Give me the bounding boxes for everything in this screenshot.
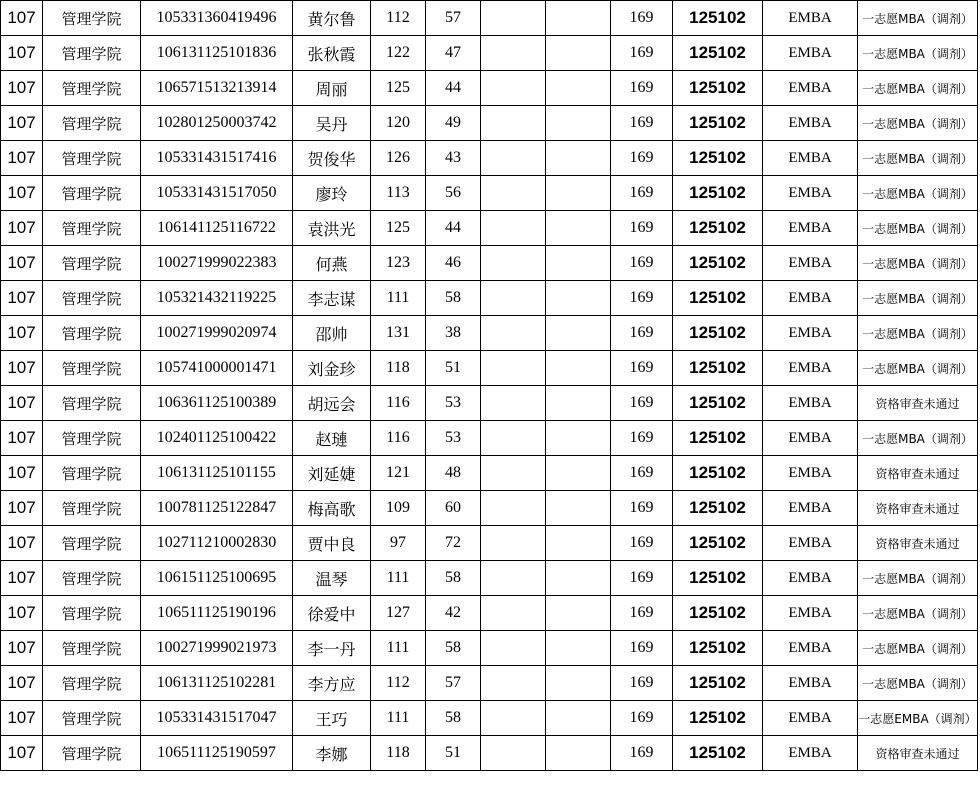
cell-candidate-id: 106571513213914: [141, 71, 293, 106]
cell-college-code: 107: [1, 631, 43, 666]
table-row: [1, 351, 978, 386]
cell-remark: 一志愿MBA（调剂）: [858, 211, 978, 246]
cell-candidate-id: 106131125101155: [141, 456, 293, 491]
cell-total-score: 169: [611, 596, 673, 631]
cell-candidate-name: 徐爱中: [293, 596, 371, 631]
table-row: [1, 246, 978, 281]
cell-college-name: 管理学院: [43, 561, 141, 596]
cell-total-score: 169: [611, 106, 673, 141]
cell-score-1: 125: [371, 211, 426, 246]
cell-remark: 一志愿MBA（调剂）: [858, 421, 978, 456]
cell-total-score: 169: [611, 561, 673, 596]
cell-score-4: [546, 1, 611, 36]
cell-remark: 一志愿MBA（调剂）: [858, 106, 978, 141]
cell-candidate-id: 100271999022383: [141, 246, 293, 281]
cell-major-code: 125102: [673, 596, 763, 631]
cell-total-score: 169: [611, 141, 673, 176]
cell-total-score: 169: [611, 71, 673, 106]
cell-remark: 资格审查未通过: [858, 491, 978, 526]
cell-candidate-name: 贾中良: [293, 526, 371, 561]
cell-score-2: 49: [426, 106, 481, 141]
cell-score-3: [481, 631, 546, 666]
cell-remark: 一志愿MBA（调剂）: [858, 666, 978, 701]
cell-remark: 一志愿MBA（调剂）: [858, 1, 978, 36]
cell-program-type: EMBA: [763, 526, 858, 561]
cell-total-score: 169: [611, 491, 673, 526]
cell-score-4: [546, 631, 611, 666]
cell-college-name: 管理学院: [43, 106, 141, 141]
cell-score-2: 57: [426, 666, 481, 701]
cell-college-name: 管理学院: [43, 36, 141, 71]
cell-remark: 一志愿MBA（调剂）: [858, 596, 978, 631]
cell-score-2: 58: [426, 281, 481, 316]
cell-college-code: 107: [1, 386, 43, 421]
cell-score-3: [481, 1, 546, 36]
cell-score-3: [481, 666, 546, 701]
cell-remark: 一志愿MBA（调剂）: [858, 316, 978, 351]
cell-program-type: EMBA: [763, 36, 858, 71]
cell-score-1: 118: [371, 736, 426, 771]
cell-college-name: 管理学院: [43, 596, 141, 631]
cell-remark: 一志愿EMBA（调剂）: [858, 701, 978, 736]
cell-candidate-id: 100271999021973: [141, 631, 293, 666]
cell-major-code: 125102: [673, 351, 763, 386]
cell-total-score: 169: [611, 631, 673, 666]
cell-score-1: 111: [371, 631, 426, 666]
cell-college-code: 107: [1, 281, 43, 316]
cell-candidate-id: 105331431517050: [141, 176, 293, 211]
cell-major-code: 125102: [673, 281, 763, 316]
cell-score-1: 111: [371, 561, 426, 596]
cell-score-3: [481, 456, 546, 491]
cell-total-score: 169: [611, 176, 673, 211]
cell-candidate-id: 105331360419496: [141, 1, 293, 36]
cell-score-4: [546, 211, 611, 246]
cell-major-code: 125102: [673, 736, 763, 771]
cell-candidate-name: 赵璉: [293, 421, 371, 456]
cell-remark: 一志愿MBA（调剂）: [858, 246, 978, 281]
cell-score-1: 118: [371, 351, 426, 386]
cell-candidate-name: 李一丹: [293, 631, 371, 666]
cell-college-name: 管理学院: [43, 736, 141, 771]
cell-candidate-id: 105331431517047: [141, 701, 293, 736]
table-row: [1, 106, 978, 141]
cell-major-code: 125102: [673, 421, 763, 456]
cell-score-3: [481, 421, 546, 456]
cell-score-4: [546, 456, 611, 491]
cell-candidate-id: 106361125100389: [141, 386, 293, 421]
cell-score-4: [546, 666, 611, 701]
cell-score-4: [546, 596, 611, 631]
cell-score-2: 42: [426, 596, 481, 631]
cell-college-code: 107: [1, 736, 43, 771]
table-row: [1, 71, 978, 106]
cell-major-code: 125102: [673, 701, 763, 736]
cell-college-name: 管理学院: [43, 491, 141, 526]
cell-score-2: 44: [426, 211, 481, 246]
cell-remark: 一志愿MBA（调剂）: [858, 281, 978, 316]
cell-candidate-id: 105321432119225: [141, 281, 293, 316]
cell-candidate-id: 100271999020974: [141, 316, 293, 351]
cell-total-score: 169: [611, 1, 673, 36]
cell-score-1: 123: [371, 246, 426, 281]
cell-college-code: 107: [1, 176, 43, 211]
table-row: [1, 561, 978, 596]
cell-candidate-id: 106151125100695: [141, 561, 293, 596]
cell-score-4: [546, 141, 611, 176]
cell-program-type: EMBA: [763, 351, 858, 386]
cell-score-3: [481, 36, 546, 71]
cell-score-4: [546, 421, 611, 456]
cell-score-4: [546, 36, 611, 71]
cell-remark: 资格审查未通过: [858, 526, 978, 561]
cell-score-1: 116: [371, 421, 426, 456]
cell-remark: 资格审查未通过: [858, 456, 978, 491]
cell-college-name: 管理学院: [43, 456, 141, 491]
cell-score-3: [481, 351, 546, 386]
cell-score-1: 121: [371, 456, 426, 491]
cell-college-name: 管理学院: [43, 211, 141, 246]
cell-remark: 一志愿MBA（调剂）: [858, 631, 978, 666]
cell-major-code: 125102: [673, 631, 763, 666]
cell-score-1: 112: [371, 666, 426, 701]
cell-major-code: 125102: [673, 456, 763, 491]
cell-score-1: 113: [371, 176, 426, 211]
cell-major-code: 125102: [673, 211, 763, 246]
cell-program-type: EMBA: [763, 141, 858, 176]
cell-college-code: 107: [1, 491, 43, 526]
cell-program-type: EMBA: [763, 176, 858, 211]
cell-score-1: 111: [371, 701, 426, 736]
cell-score-2: 44: [426, 71, 481, 106]
cell-score-1: 111: [371, 281, 426, 316]
cell-candidate-id: 102401125100422: [141, 421, 293, 456]
cell-program-type: EMBA: [763, 281, 858, 316]
cell-major-code: 125102: [673, 141, 763, 176]
cell-score-2: 53: [426, 421, 481, 456]
cell-college-code: 107: [1, 421, 43, 456]
cell-candidate-id: 102711210002830: [141, 526, 293, 561]
cell-score-3: [481, 176, 546, 211]
cell-total-score: 169: [611, 316, 673, 351]
cell-score-4: [546, 246, 611, 281]
cell-score-1: 120: [371, 106, 426, 141]
cell-college-name: 管理学院: [43, 246, 141, 281]
cell-program-type: EMBA: [763, 491, 858, 526]
cell-candidate-name: 何燕: [293, 246, 371, 281]
cell-remark: 一志愿MBA（调剂）: [858, 36, 978, 71]
cell-total-score: 169: [611, 246, 673, 281]
cell-candidate-name: 袁洪光: [293, 211, 371, 246]
cell-score-4: [546, 106, 611, 141]
cell-program-type: EMBA: [763, 106, 858, 141]
cell-college-code: 107: [1, 666, 43, 701]
cell-total-score: 169: [611, 456, 673, 491]
cell-score-2: 51: [426, 351, 481, 386]
cell-major-code: 125102: [673, 666, 763, 701]
cell-college-code: 107: [1, 106, 43, 141]
cell-total-score: 169: [611, 211, 673, 246]
table-row: [1, 526, 978, 561]
cell-major-code: 125102: [673, 1, 763, 36]
cell-score-3: [481, 281, 546, 316]
cell-college-name: 管理学院: [43, 281, 141, 316]
cell-remark: 一志愿MBA（调剂）: [858, 71, 978, 106]
cell-candidate-name: 刘延婕: [293, 456, 371, 491]
table-row: [1, 141, 978, 176]
table-body: [1, 1, 978, 771]
table-row: [1, 631, 978, 666]
cell-candidate-name: 梅高歌: [293, 491, 371, 526]
cell-candidate-id: 102801250003742: [141, 106, 293, 141]
cell-total-score: 169: [611, 281, 673, 316]
cell-score-2: 56: [426, 176, 481, 211]
cell-remark: 资格审查未通过: [858, 736, 978, 771]
cell-score-2: 60: [426, 491, 481, 526]
cell-program-type: EMBA: [763, 736, 858, 771]
cell-program-type: EMBA: [763, 71, 858, 106]
cell-candidate-id: 105741000001471: [141, 351, 293, 386]
cell-college-code: 107: [1, 1, 43, 36]
cell-score-3: [481, 386, 546, 421]
cell-major-code: 125102: [673, 561, 763, 596]
cell-college-code: 107: [1, 36, 43, 71]
cell-college-code: 107: [1, 316, 43, 351]
cell-candidate-name: 李娜: [293, 736, 371, 771]
table-row: [1, 316, 978, 351]
cell-score-3: [481, 316, 546, 351]
cell-score-1: 126: [371, 141, 426, 176]
cell-college-code: 107: [1, 71, 43, 106]
cell-score-2: 46: [426, 246, 481, 281]
cell-candidate-id: 105331431517416: [141, 141, 293, 176]
cell-college-code: 107: [1, 211, 43, 246]
cell-score-2: 38: [426, 316, 481, 351]
cell-program-type: EMBA: [763, 631, 858, 666]
cell-remark: 资格审查未通过: [858, 386, 978, 421]
cell-program-type: EMBA: [763, 246, 858, 281]
cell-score-3: [481, 596, 546, 631]
cell-score-1: 131: [371, 316, 426, 351]
cell-program-type: EMBA: [763, 386, 858, 421]
table-row: [1, 421, 978, 456]
cell-college-code: 107: [1, 351, 43, 386]
cell-college-name: 管理学院: [43, 666, 141, 701]
cell-college-name: 管理学院: [43, 631, 141, 666]
cell-score-4: [546, 491, 611, 526]
cell-score-3: [481, 141, 546, 176]
table-row: [1, 491, 978, 526]
cell-total-score: 169: [611, 526, 673, 561]
table-row: [1, 386, 978, 421]
cell-score-4: [546, 736, 611, 771]
cell-score-1: 125: [371, 71, 426, 106]
cell-score-2: 43: [426, 141, 481, 176]
table-row: [1, 211, 978, 246]
cell-score-1: 97: [371, 526, 426, 561]
cell-program-type: EMBA: [763, 596, 858, 631]
cell-college-name: 管理学院: [43, 71, 141, 106]
cell-candidate-name: 邵帅: [293, 316, 371, 351]
cell-program-type: EMBA: [763, 456, 858, 491]
table-row: [1, 666, 978, 701]
cell-candidate-name: 胡远会: [293, 386, 371, 421]
cell-score-2: 57: [426, 1, 481, 36]
cell-score-4: [546, 176, 611, 211]
cell-score-2: 58: [426, 701, 481, 736]
cell-college-name: 管理学院: [43, 176, 141, 211]
cell-score-1: 109: [371, 491, 426, 526]
cell-program-type: EMBA: [763, 701, 858, 736]
cell-major-code: 125102: [673, 106, 763, 141]
cell-candidate-name: 王巧: [293, 701, 371, 736]
cell-program-type: EMBA: [763, 1, 858, 36]
cell-college-name: 管理学院: [43, 386, 141, 421]
cell-college-code: 107: [1, 561, 43, 596]
table-row: [1, 701, 978, 736]
cell-candidate-name: 张秋霞: [293, 36, 371, 71]
cell-college-name: 管理学院: [43, 421, 141, 456]
cell-candidate-id: 100781125122847: [141, 491, 293, 526]
cell-college-code: 107: [1, 526, 43, 561]
cell-score-2: 53: [426, 386, 481, 421]
cell-major-code: 125102: [673, 71, 763, 106]
cell-college-name: 管理学院: [43, 1, 141, 36]
cell-college-name: 管理学院: [43, 316, 141, 351]
cell-total-score: 169: [611, 701, 673, 736]
cell-college-name: 管理学院: [43, 141, 141, 176]
cell-major-code: 125102: [673, 36, 763, 71]
cell-score-4: [546, 386, 611, 421]
cell-candidate-id: 106511125190196: [141, 596, 293, 631]
cell-candidate-name: 贺俊华: [293, 141, 371, 176]
cell-candidate-name: 吴丹: [293, 106, 371, 141]
cell-major-code: 125102: [673, 386, 763, 421]
cell-score-1: 116: [371, 386, 426, 421]
table-row: [1, 1, 978, 36]
cell-score-1: 112: [371, 1, 426, 36]
cell-program-type: EMBA: [763, 421, 858, 456]
cell-candidate-name: 刘金珍: [293, 351, 371, 386]
cell-score-3: [481, 71, 546, 106]
cell-remark: 一志愿MBA（调剂）: [858, 141, 978, 176]
cell-score-4: [546, 526, 611, 561]
cell-college-name: 管理学院: [43, 351, 141, 386]
cell-candidate-name: 李志谋: [293, 281, 371, 316]
cell-candidate-id: 106131125101836: [141, 36, 293, 71]
table-row: [1, 281, 978, 316]
cell-candidate-name: 廖玲: [293, 176, 371, 211]
cell-program-type: EMBA: [763, 316, 858, 351]
cell-score-3: [481, 246, 546, 281]
cell-score-4: [546, 71, 611, 106]
cell-score-4: [546, 351, 611, 386]
cell-score-3: [481, 491, 546, 526]
cell-score-4: [546, 281, 611, 316]
cell-score-2: 47: [426, 36, 481, 71]
table-row: [1, 456, 978, 491]
cell-score-2: 48: [426, 456, 481, 491]
cell-total-score: 169: [611, 351, 673, 386]
cell-score-2: 72: [426, 526, 481, 561]
table-row: [1, 596, 978, 631]
cell-score-4: [546, 701, 611, 736]
cell-score-3: [481, 106, 546, 141]
cell-college-code: 107: [1, 596, 43, 631]
cell-score-3: [481, 211, 546, 246]
cell-candidate-name: 黄尔鲁: [293, 1, 371, 36]
table-row: [1, 36, 978, 71]
cell-score-4: [546, 316, 611, 351]
cell-remark: 一志愿MBA（调剂）: [858, 351, 978, 386]
cell-college-name: 管理学院: [43, 526, 141, 561]
cell-college-code: 107: [1, 701, 43, 736]
cell-program-type: EMBA: [763, 561, 858, 596]
cell-total-score: 169: [611, 666, 673, 701]
cell-total-score: 169: [611, 36, 673, 71]
cell-candidate-id: 106141125116722: [141, 211, 293, 246]
cell-score-3: [481, 561, 546, 596]
cell-score-1: 122: [371, 36, 426, 71]
table-row: [1, 736, 978, 771]
cell-candidate-name: 周丽: [293, 71, 371, 106]
cell-program-type: EMBA: [763, 666, 858, 701]
cell-score-4: [546, 561, 611, 596]
cell-score-1: 127: [371, 596, 426, 631]
cell-major-code: 125102: [673, 526, 763, 561]
cell-score-3: [481, 526, 546, 561]
cell-candidate-name: 李方应: [293, 666, 371, 701]
cell-score-3: [481, 701, 546, 736]
cell-score-2: 58: [426, 561, 481, 596]
cell-score-3: [481, 736, 546, 771]
cell-score-2: 58: [426, 631, 481, 666]
cell-candidate-id: 106131125102281: [141, 666, 293, 701]
cell-major-code: 125102: [673, 176, 763, 211]
cell-remark: 一志愿MBA（调剂）: [858, 561, 978, 596]
cell-college-name: 管理学院: [43, 701, 141, 736]
cell-college-code: 107: [1, 246, 43, 281]
cell-college-code: 107: [1, 141, 43, 176]
cell-candidate-id: 106511125190597: [141, 736, 293, 771]
cell-major-code: 125102: [673, 246, 763, 281]
cell-candidate-name: 温琴: [293, 561, 371, 596]
table-row: [1, 176, 978, 211]
cell-college-code: 107: [1, 456, 43, 491]
cell-total-score: 169: [611, 421, 673, 456]
cell-total-score: 169: [611, 386, 673, 421]
cell-score-2: 51: [426, 736, 481, 771]
cell-remark: 一志愿MBA（调剂）: [858, 176, 978, 211]
cell-program-type: EMBA: [763, 211, 858, 246]
cell-total-score: 169: [611, 736, 673, 771]
cell-major-code: 125102: [673, 491, 763, 526]
cell-major-code: 125102: [673, 316, 763, 351]
